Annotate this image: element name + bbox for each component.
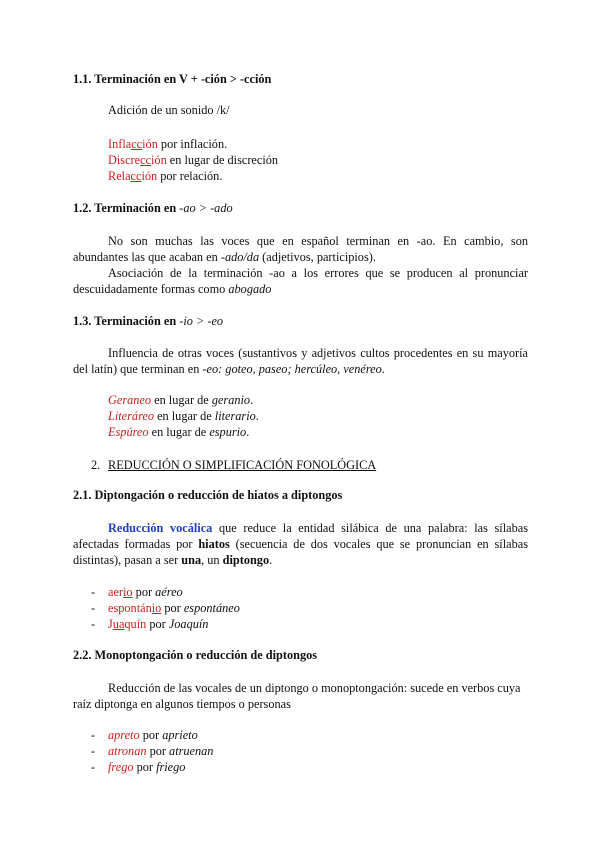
- list-item: apreto por aprieto: [108, 728, 198, 742]
- list-item: espontánio por espontáneo: [108, 601, 240, 615]
- section-1-1-intro: Adición de un sonido /k/: [108, 103, 230, 117]
- example-row: Discrección en lugar de discreción: [108, 153, 279, 167]
- bullet-dash: -: [91, 744, 96, 758]
- section-2-2-paragraph: Reducción de las vocales de un diptongo o monoptongación: sucede en verbos cuya raíz diptonga en algunos tiempos o personas: [73, 681, 521, 711]
- list-item: Juaquín por Joaquín: [108, 617, 209, 631]
- section-1-2-paragraph-1: No son muchas las voces que en español terminan en -ao. En cambio, son abundantes las que acaban en -ado/da (adjetivos, participios).: [73, 234, 528, 264]
- section-1-3-heading: 1.3. Terminación en -io > -eo: [73, 314, 224, 328]
- example-row: Literáreo en lugar de literario.: [108, 409, 259, 423]
- section-1-3-paragraph: Influencia de otras voces (sustantivos y adjetivos cultos procedentes en su mayoría del latín) que terminan en -eo: goteo, paseo; hercúleo, venéreo.: [73, 346, 528, 376]
- bullet-dash: -: [91, 585, 96, 599]
- section-1-2-heading: 1.2. Terminación en -ao > -ado: [73, 201, 233, 215]
- example-row: Geraneo en lugar de geranio.: [108, 393, 254, 407]
- section-2-title: REDUCCIÓN O SIMPLIFICACIÓN FONOLÓGICA: [108, 458, 377, 472]
- section-2-2-heading: 2.2. Monoptongación o reducción de diptongos: [73, 648, 318, 662]
- example-word: Relacción: [108, 169, 158, 183]
- key-term: Reducción vocálica: [108, 521, 213, 535]
- example-row: Relacción por relación.: [108, 169, 223, 183]
- list-item: atronan por atruenan: [108, 744, 214, 758]
- bullet-dash: -: [91, 601, 96, 615]
- section-1-2-paragraph-2: Asociación de la terminación -ao a los errores que se producen al pronunciar descuidadamente formas como abogado: [73, 266, 528, 296]
- example-row: Inflacción por inflación.: [108, 137, 228, 151]
- example-word: Discrección: [108, 153, 167, 167]
- example-word: Inflacción: [108, 137, 158, 151]
- section-2-1-paragraph: Reducción vocálica que reduce la entidad silábica de una palabra: las sílabas afectadas formadas por hiatos (secuencia de dos vocales que se pronuncian en sílabas distintas), pasan a ser una, un diptongo.: [73, 521, 528, 567]
- list-item: aerio por aéreo: [108, 585, 183, 599]
- section-2-1-heading: 2.1. Diptongación o reducción de hiatos a diptongos: [73, 488, 343, 502]
- section-2-number: 2.: [91, 458, 101, 472]
- list-item: frego por friego: [108, 760, 186, 774]
- bullet-dash: -: [91, 728, 96, 742]
- example-row: Espúreo en lugar de espurio.: [108, 425, 250, 439]
- section-1-1-heading: 1.1. Terminación en V + -ción > -cción: [73, 72, 272, 86]
- bullet-dash: -: [91, 760, 96, 774]
- bullet-dash: -: [91, 617, 96, 631]
